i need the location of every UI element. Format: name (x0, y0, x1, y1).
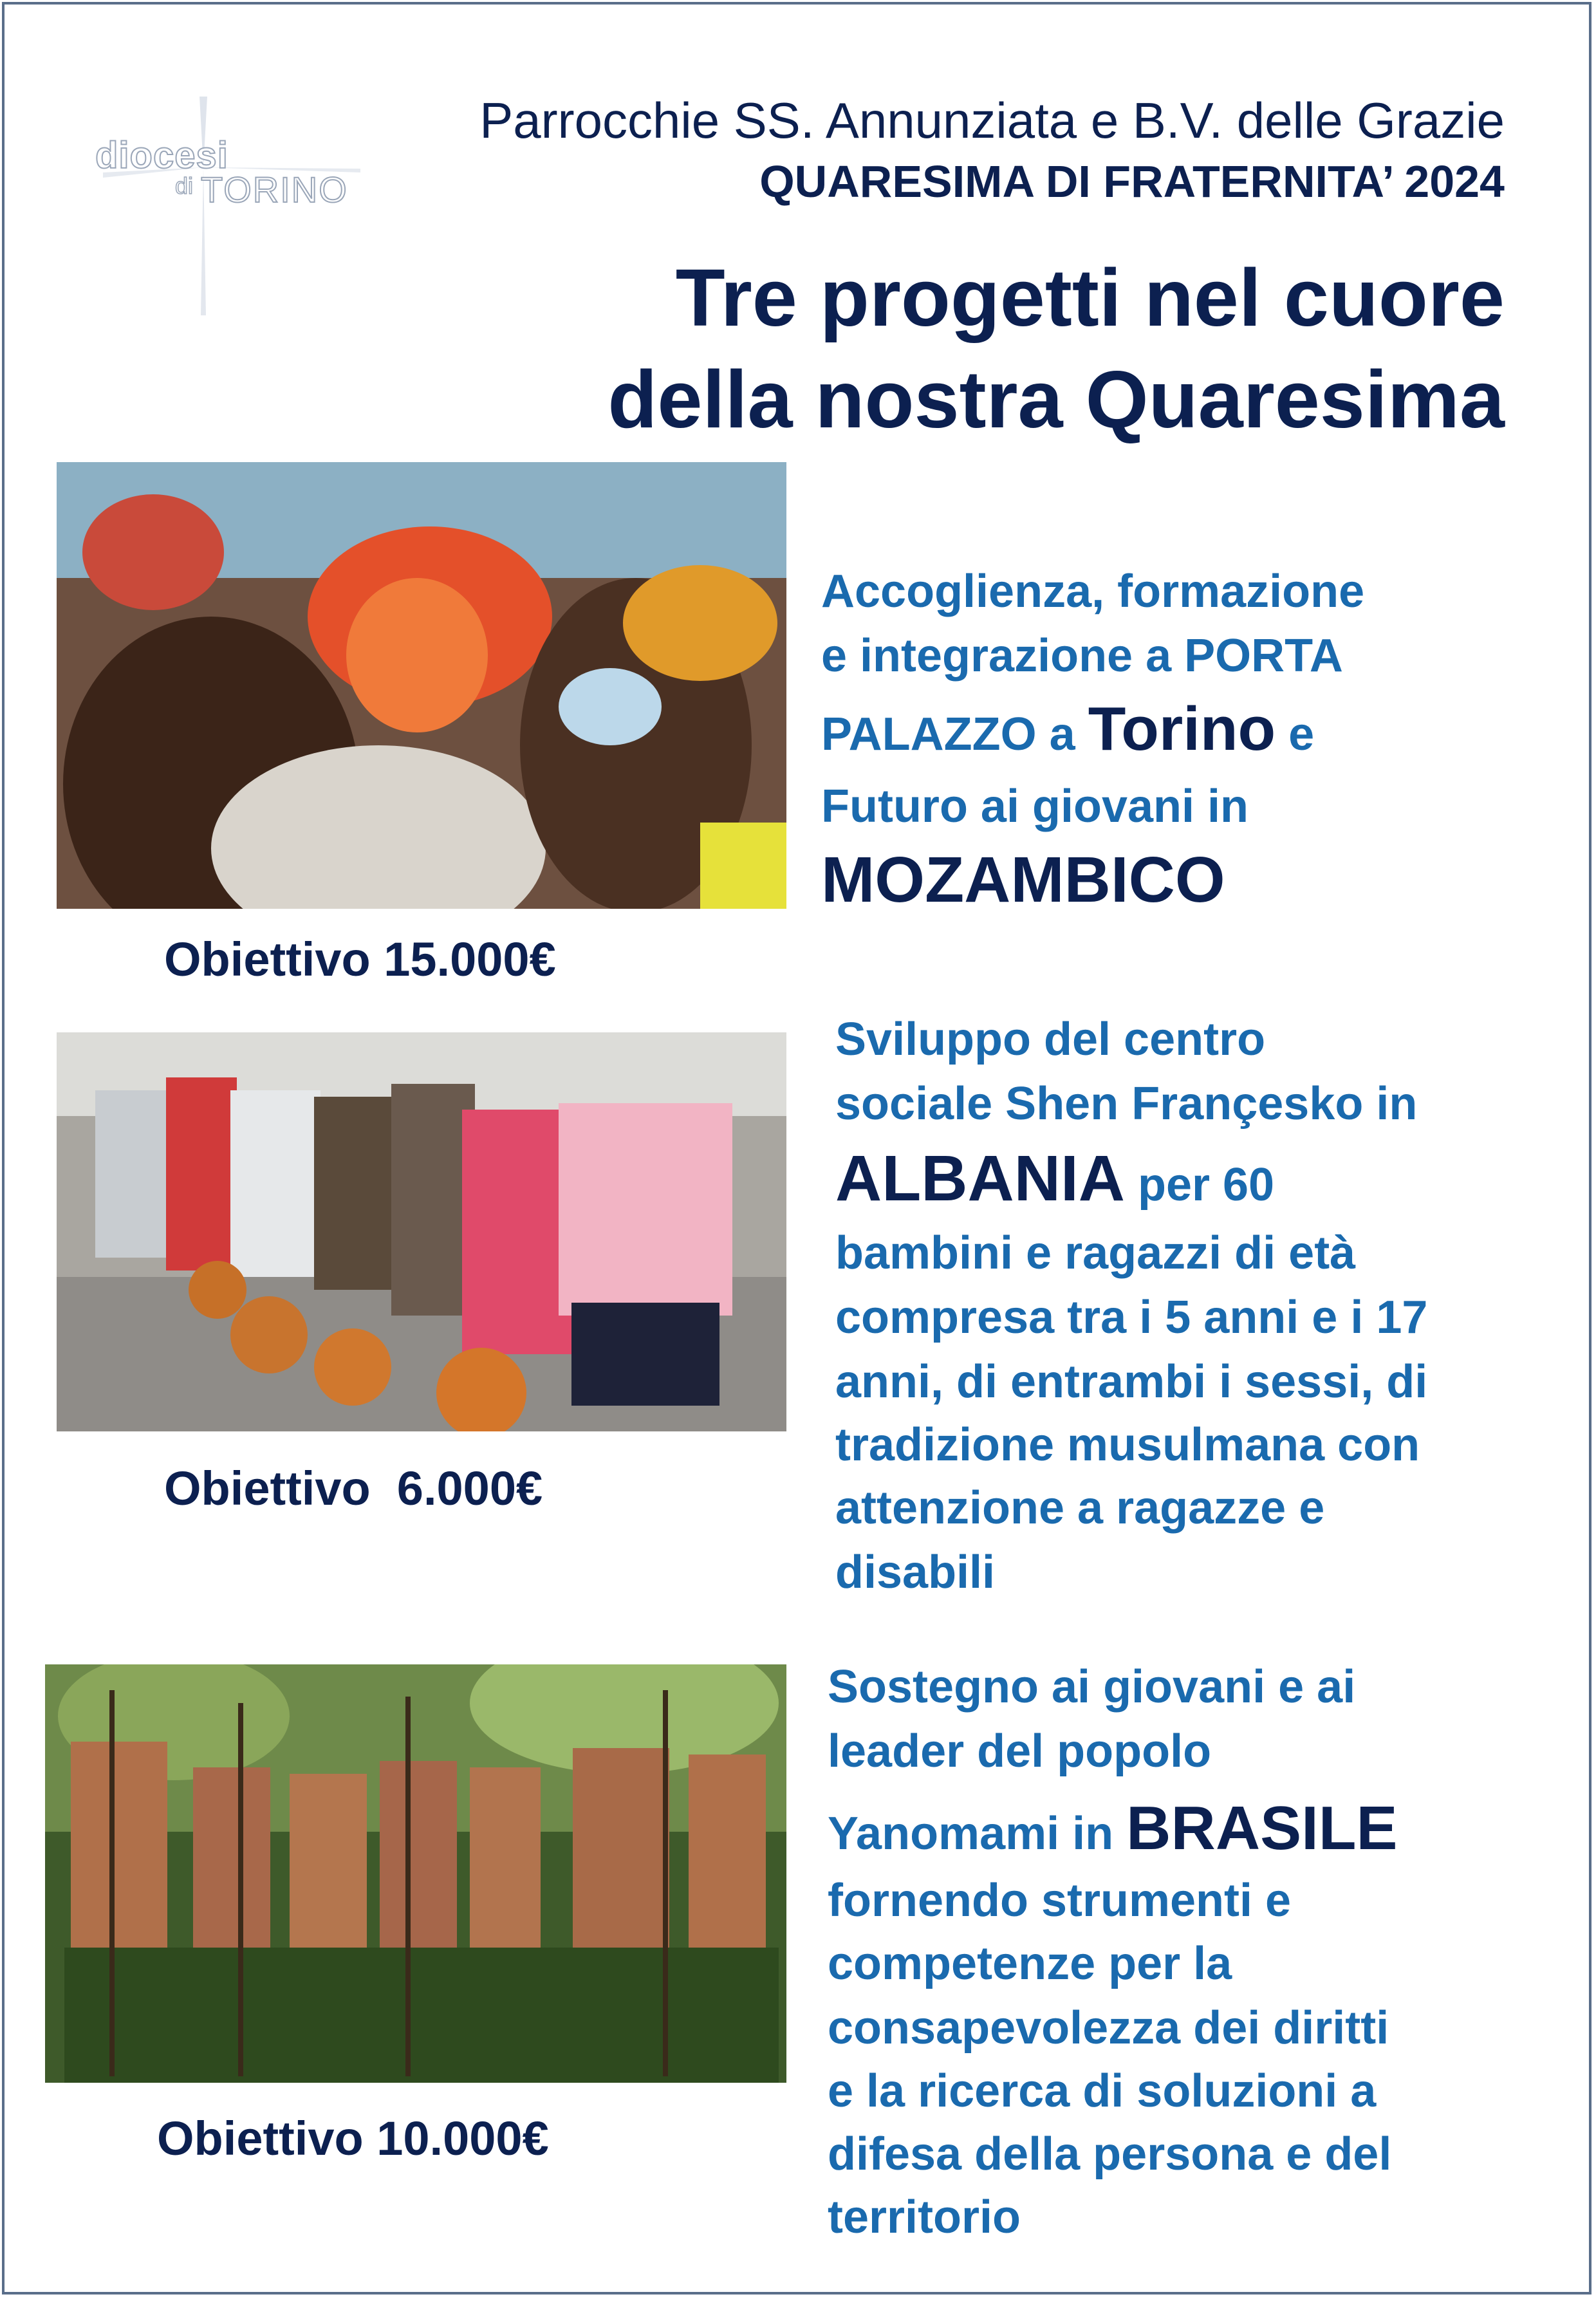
campaign-title: QUARESIMA DI FRATERNITA’ 2024 (759, 156, 1505, 207)
text-line: disabili (835, 1547, 996, 1598)
text-line (828, 1793, 1398, 1864)
goal-albania: Obiettivo 6.000€ (164, 1462, 543, 1515)
page-title-line-1: Tre progetti nel cuore (675, 252, 1505, 343)
goal-brazil: Obiettivo 10.000€ (157, 2112, 549, 2165)
text-line: e integrazione a PORTA (821, 630, 1343, 682)
diocese-logo (90, 97, 367, 315)
text-line: e la ricerca di soluzioni a (828, 2065, 1377, 2117)
text-line: anni, di entrambi i sessi, di (835, 1356, 1428, 1408)
text-line: fornendo strumenti e (828, 1875, 1292, 1926)
city-torino: Torino (1088, 694, 1276, 763)
text-line: consapevolezza dei diritti (828, 2002, 1389, 2054)
text-line: attenzione a ragazze e (835, 1482, 1325, 1534)
text-line: difesa della persona e del (828, 2128, 1392, 2180)
text-line: leader del popolo (828, 1726, 1212, 1777)
text-line: Futuro ai giovani in (821, 781, 1248, 832)
text-span: Yanomami in (828, 1808, 1114, 1859)
photo-mozambique (57, 462, 786, 909)
country-albania: ALBANIA (835, 1142, 1125, 1215)
logo-torino: TORINO (201, 169, 348, 210)
logo-diocesi: diocesi (95, 135, 228, 176)
text-line: Sostegno ai giovani e ai (828, 1661, 1356, 1713)
text-line: bambini e ragazzi di età (835, 1227, 1356, 1279)
text-line: sociale Shen Françesko in (835, 1078, 1418, 1130)
photo-albania (57, 1032, 786, 1431)
text-span: per 60 (1137, 1159, 1275, 1211)
country-brazil: BRASILE (1126, 1794, 1398, 1863)
text-span: PALAZZO a (821, 709, 1075, 760)
text-line: competenze per la (828, 1938, 1232, 1989)
goal-mozambique: Obiettivo 15.000€ (164, 933, 556, 986)
parishes-line: Parrocchie SS. Annunziata e B.V. delle Grazie (479, 92, 1505, 149)
text-line (821, 694, 1314, 765)
text-line: compresa tra i 5 anni e i 17 (835, 1292, 1428, 1343)
photo-brazil (45, 1664, 786, 2083)
text-line: tradizione musulmana con (835, 1419, 1420, 1471)
text-span: e (1288, 709, 1315, 760)
text-line (835, 1142, 1274, 1216)
text-line: territorio (828, 2192, 1021, 2243)
logo-di: di (175, 172, 194, 199)
text-line: Accoglienza, formazione (821, 566, 1365, 617)
text-line: Sviluppo del centro (835, 1014, 1266, 1065)
page-title-line-2: della nostra Quaresima (608, 354, 1505, 445)
country-mozambique: MOZAMBICO (821, 844, 1225, 916)
